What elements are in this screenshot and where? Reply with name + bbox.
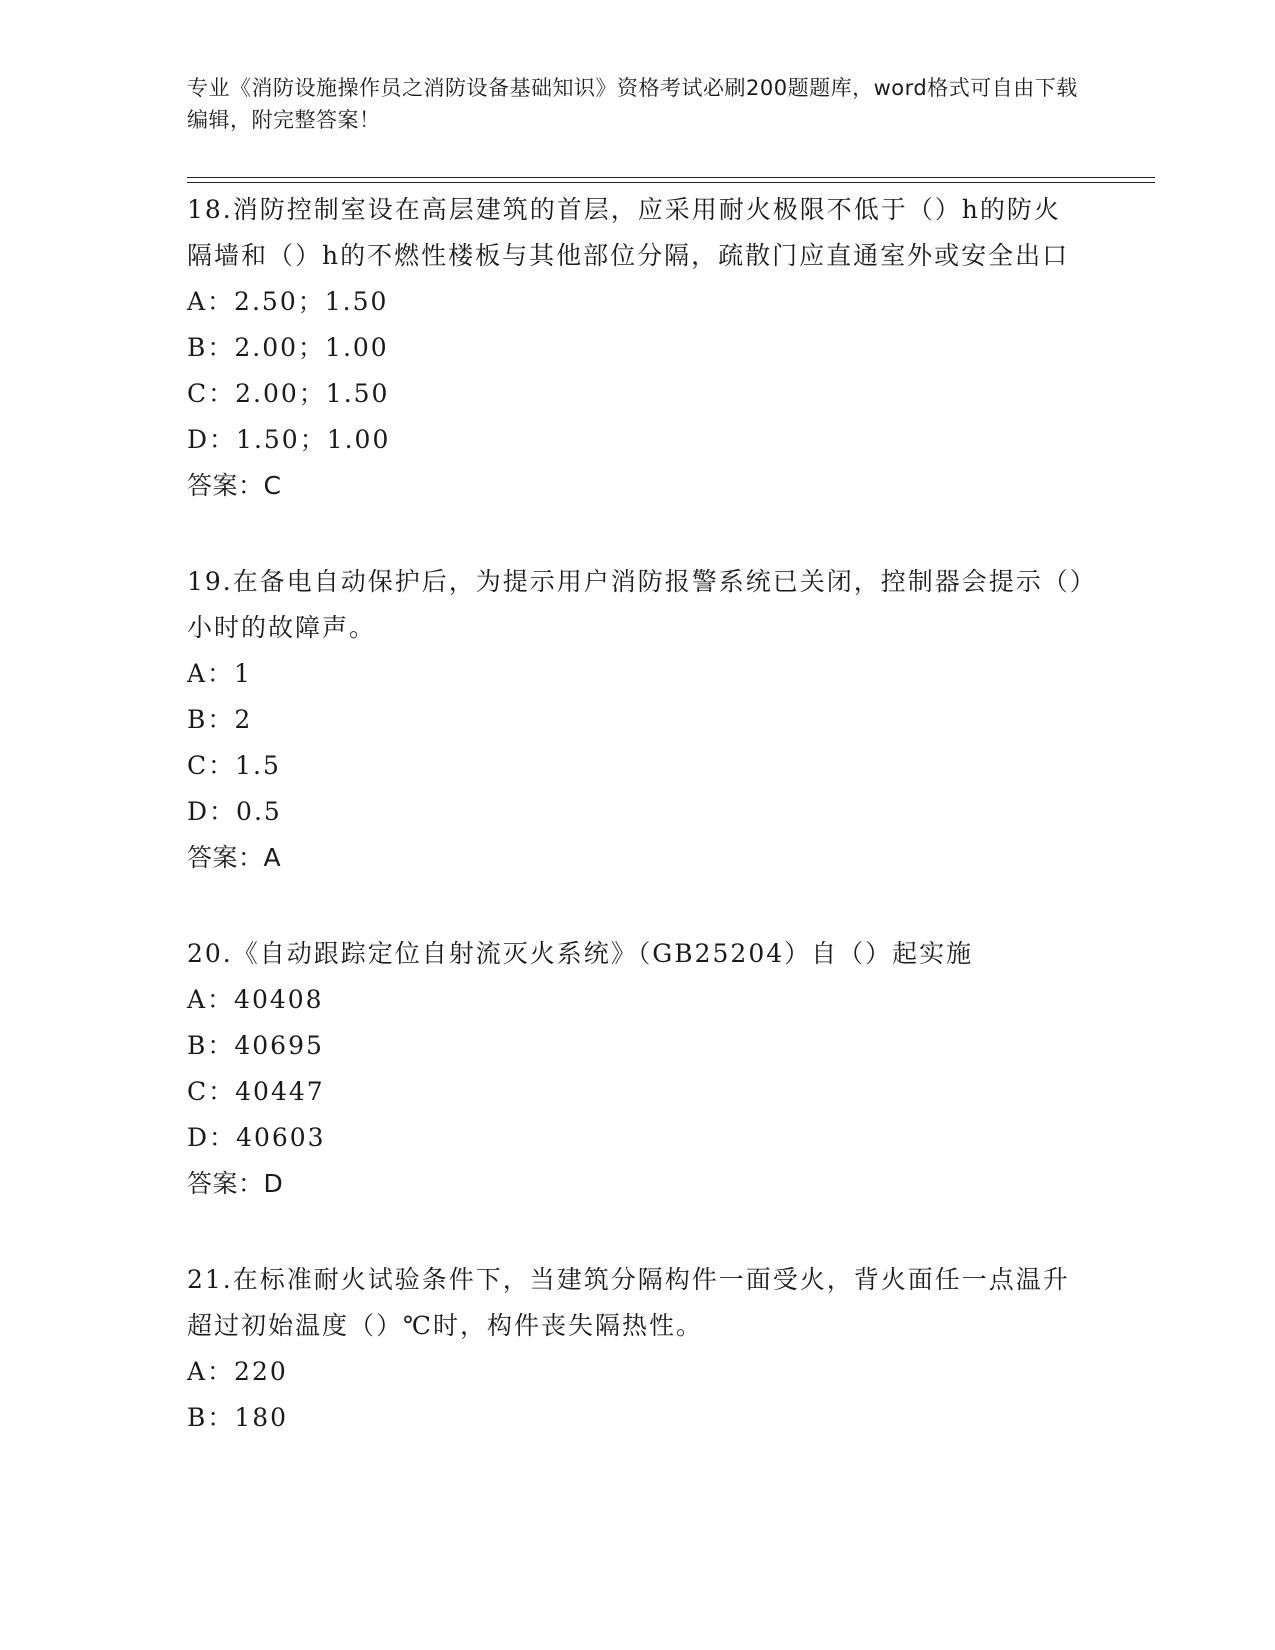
- question-20: [187, 931, 1087, 1207]
- option-a: A：1: [187, 659, 252, 688]
- option-d: D：0.5: [187, 797, 282, 826]
- answer-line: 答案：C: [187, 471, 282, 500]
- option-b: B：2.00；1.00: [187, 333, 389, 362]
- question-19: [187, 559, 1087, 881]
- option-c: C：1.5: [187, 751, 281, 780]
- option-d: D：40603: [187, 1123, 326, 1152]
- question-list: [187, 187, 1087, 1491]
- option-a: A：40408: [187, 985, 324, 1014]
- option-c: C：40447: [187, 1077, 325, 1106]
- question-text: 20.《自动跟踪定位自射流灭火系统》（GB25204）自（）起实施: [187, 939, 974, 968]
- option-c: C：2.00；1.50: [187, 379, 390, 408]
- header-rule-top: [187, 177, 1155, 178]
- document-header: 专业《消防设施操作员之消防设备基础知识》资格考试必刷200题题库，word格式可自由下载编辑，附完整答案！: [187, 76, 1078, 132]
- option-b: B：40695: [187, 1031, 324, 1060]
- question-18: [187, 187, 1087, 509]
- option-a: A：220: [187, 1357, 288, 1386]
- option-d: D：1.50；1.00: [187, 425, 391, 454]
- question-text: 21.在标准耐火试验条件下，当建筑分隔构件一面受火，背火面任一点温升超过初始温度（）℃时，构件丧失隔热性。: [187, 1265, 1070, 1340]
- question-text: 19.在备电自动保护后，为提示用户消防报警系统已关闭，控制器会提示（）小时的故障声。: [187, 567, 1085, 642]
- answer-line: 答案：D: [187, 1169, 284, 1198]
- header-rule-bottom: [187, 182, 1155, 183]
- option-b: B：180: [187, 1403, 289, 1432]
- option-a: A：2.50；1.50: [187, 287, 389, 316]
- option-b: B：2: [187, 705, 253, 734]
- question-text: 18.消防控制室设在高层建筑的首层，应采用耐火极限不低于（）h的防火隔墙和（）h的不燃性楼板与其他部位分隔，疏散门应直通室外或安全出口: [187, 195, 1070, 270]
- answer-line: 答案：A: [187, 843, 282, 872]
- question-21: [187, 1257, 1087, 1441]
